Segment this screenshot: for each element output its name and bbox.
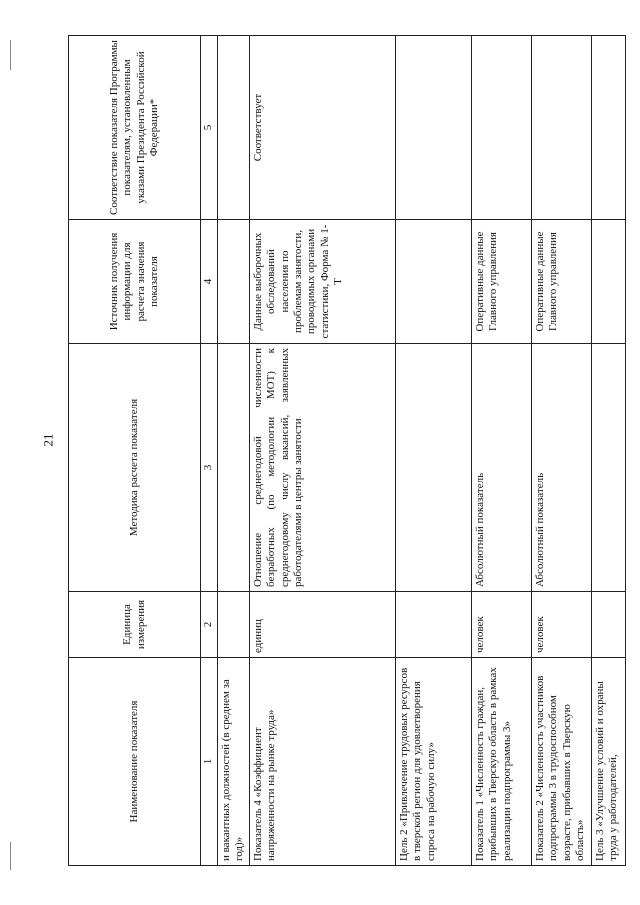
- match: [395, 36, 471, 220]
- method: Отношение среднегодовой численности безработных (по методологии МОТ) к среднегодовому числу вакансий, заявленных работодателями в центры занятости: [249, 344, 395, 592]
- unit: человек: [531, 592, 591, 658]
- binding-mark-top: [10, 40, 11, 70]
- source: [395, 220, 471, 344]
- table-row: [531, 36, 591, 866]
- indicator-name: Показатель 2 «Численность участников подпрограммы 3 в трудоспособном возрасте, прибывших в Тверскую область»: [531, 658, 591, 866]
- indicators-table: [68, 35, 626, 866]
- header-match: Соответствие показателя Программы показателям, установленным указами Президента Российской Федерации*: [69, 36, 201, 220]
- unit: [218, 592, 250, 658]
- match: Соответствует: [249, 36, 395, 220]
- method: [395, 344, 471, 592]
- source: [218, 220, 250, 344]
- indicator-name: Цель 2 «Привлечение трудовых ресурсов в тверской регион для удовлетворения спроса на рабочую силу»: [395, 658, 471, 866]
- unit: [591, 592, 625, 658]
- method: Абсолютный показатель: [471, 344, 531, 592]
- method: [218, 344, 250, 592]
- column-number: 1: [201, 658, 218, 866]
- unit: единиц: [249, 592, 395, 658]
- method: [591, 344, 625, 592]
- table-row: [395, 36, 471, 866]
- match: [531, 36, 591, 220]
- table-row: [591, 36, 625, 866]
- match: [471, 36, 531, 220]
- source: Данные выборочных обследований населения по проблемам занятости, проводимых органами статистики, Форма № 1-Т: [249, 220, 395, 344]
- column-number: 2: [201, 592, 218, 658]
- indicator-name: Цель 3 «Улучшение условий и охраны труда у работодателей,: [591, 658, 625, 866]
- table-row: [249, 36, 395, 866]
- header-method: Методика расчета показателя: [69, 344, 201, 592]
- column-number: 3: [201, 344, 218, 592]
- source: Оперативные данные Главного управления: [471, 220, 531, 344]
- table-row: [218, 36, 250, 866]
- page-number: 21: [40, 433, 56, 447]
- unit: [395, 592, 471, 658]
- rotated-table-container: [68, 36, 620, 866]
- header-source: Источник получения информации для расчета значения показателя: [69, 220, 201, 344]
- indicator-name: Показатель 4 «Коэффициент напряженности на рынке труда»: [249, 658, 395, 866]
- unit: человек: [471, 592, 531, 658]
- source: [591, 220, 625, 344]
- match: [591, 36, 625, 220]
- header-indicator-name: Наименование показателя: [69, 658, 201, 866]
- column-number-row: [201, 36, 218, 866]
- indicator-name: и вакантных должностей (в среднем за год)»: [218, 658, 250, 866]
- match: [218, 36, 250, 220]
- header-unit: Единица измерения: [69, 592, 201, 658]
- header-row: [69, 36, 201, 866]
- column-number: 4: [201, 220, 218, 344]
- column-number: 5: [201, 36, 218, 220]
- source: Оперативные данные Главного управления: [531, 220, 591, 344]
- binding-mark-bottom: [10, 842, 11, 870]
- method: Абсолютный показатель: [531, 344, 591, 592]
- table-row: [471, 36, 531, 866]
- indicator-name: Показатель 1 «Численность граждан, прибывших в Тверскую область в рамках реализации подпрограммы 3»: [471, 658, 531, 866]
